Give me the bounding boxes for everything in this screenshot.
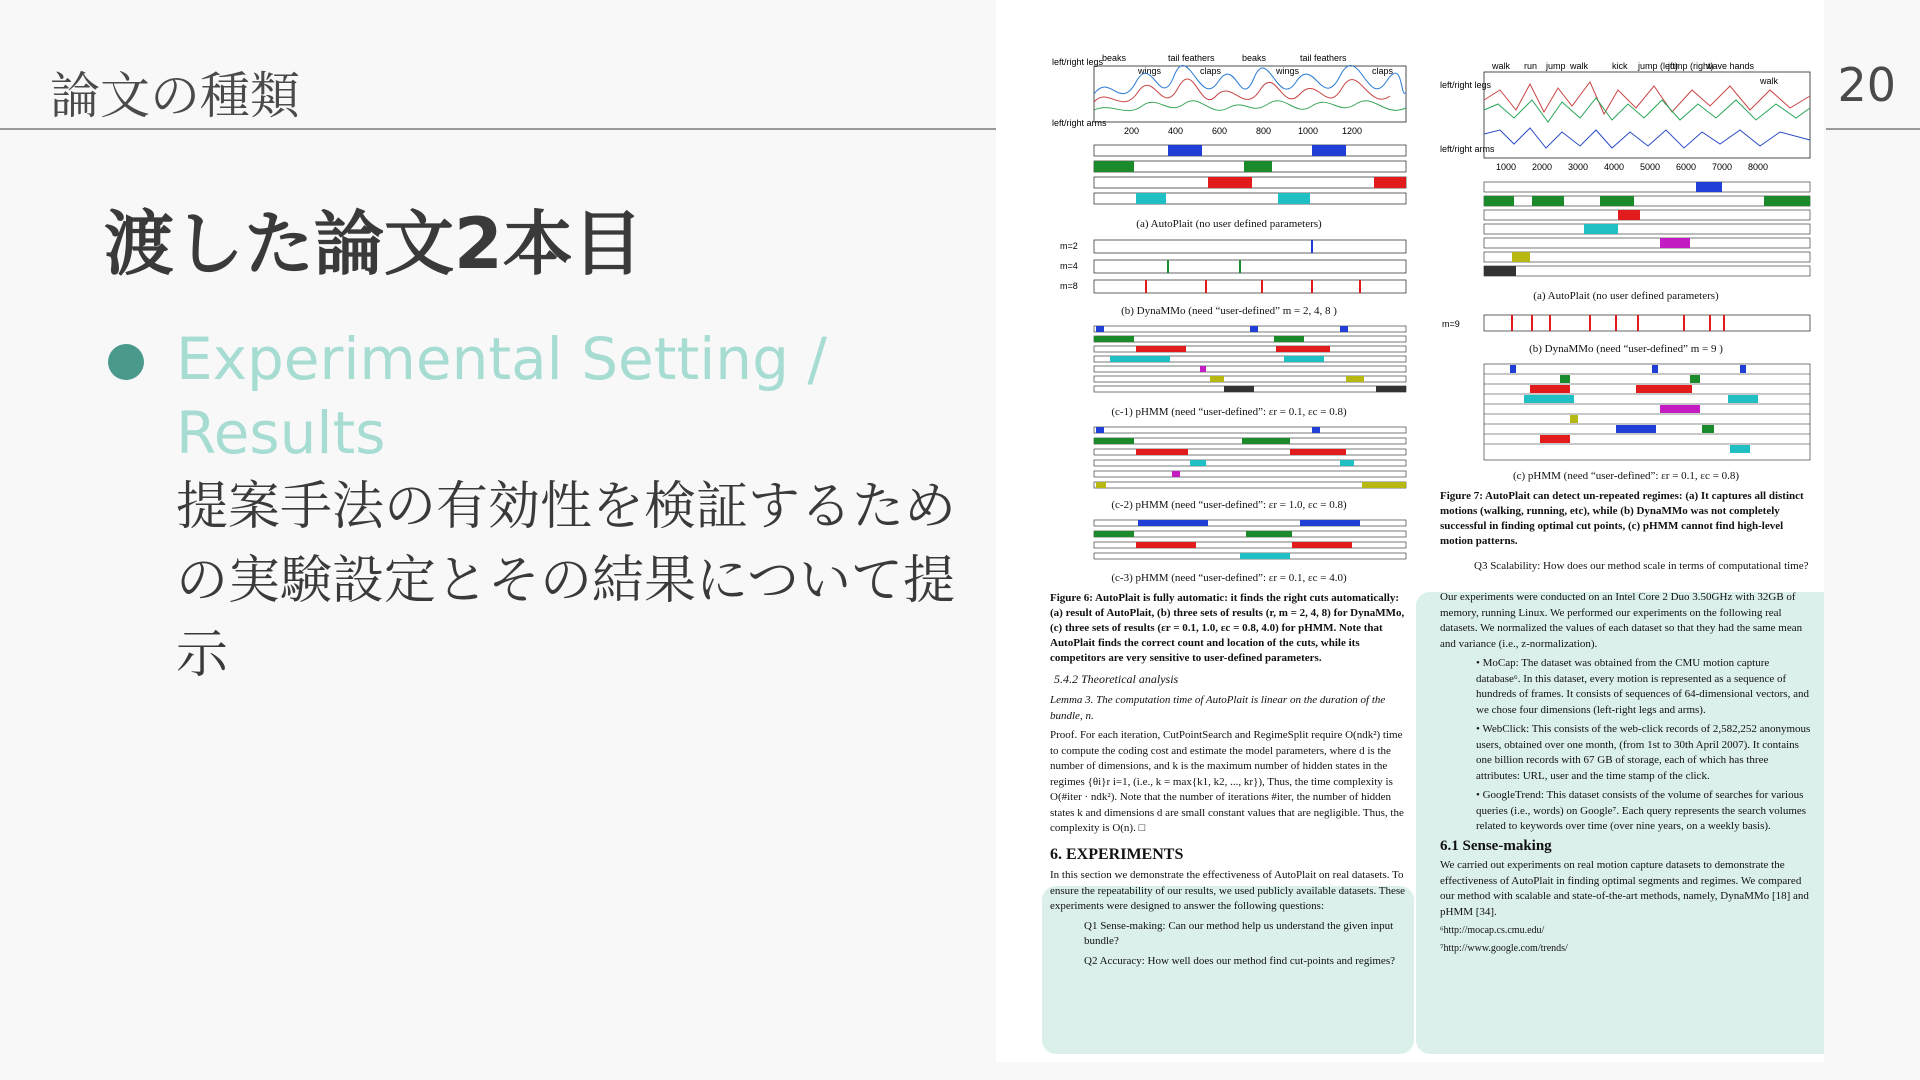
fig6-tick: 400 [1168,126,1184,136]
fig7-sub-c: (c) pHMM (need “user-defined”: εr = 0.1, εc = 0.8) [1512,470,1740,482]
fig6-sub-b: (b) DynaMMo (need “user-defined” m = 2, 4, 8 ) [1121,305,1337,317]
fig7-tick: 4000 [1604,162,1625,172]
question-q1: Q1 Sense-making: Can our method help us understand the given input bundle? [1084,919,1394,947]
figure-6-timeseries [1050,52,1408,136]
figure-7-phmm [1440,362,1812,462]
fig6-m-label: m=4 [1060,260,1078,271]
fig7-top-label: jump [1546,61,1566,71]
figure-7-timeseries [1440,60,1812,172]
fig6-tick: 1000 [1298,126,1319,136]
fig7-top-label: walk [1760,76,1779,86]
fig7-tick: 8000 [1748,162,1769,172]
fig7-tick: 2000 [1532,162,1553,172]
fig6-top-label: tail feathers [1300,53,1347,63]
bullet-title: Experimental Setting / Results [176,325,827,467]
fig7-top-label: walk [1492,61,1511,71]
section-6-1-sense-making: 6.1 Sense-making [1440,837,1552,854]
figure-7-caption: Figure 7: AutoPlait can detect un-repeated regimes: (a) It captures all distinct motions (walking, running, etc), while (b) DynaMMo was not completely successful in finding optimal cut points, (c) pHMM cannot find high-level motion patterns. [1440,489,1804,547]
figure-7-dynammo [1440,309,1812,335]
fig6-sub-c1: (c-1) pHMM (need “user-defined”: εr = 0.1, εc = 0.8) [1111,406,1347,418]
fig6-top-label: tail feathers [1168,53,1215,63]
paper-excerpt-image [996,0,1824,1062]
fig6-legs-label: left/right legs [1052,57,1104,67]
section-6-experiments: 6. EXPERIMENTS [1050,845,1184,863]
dataset-googletrend: • GoogleTrend: This dataset consists of the volume of searches for various queries (i.e., words) on Google⁷. Each query represents the search volumes related to keywords over time (over nine years, on a weekly basis). [1476,789,1807,832]
figure-6-regime-bars [1050,142,1408,210]
fig7-top-label: walk [1570,61,1589,71]
fig6-tick: 200 [1124,126,1140,136]
fig7-top-label: jump (left) [1638,61,1679,71]
fig6-m-label: m=2 [1060,240,1078,251]
fig6-top-label: wings [1276,66,1300,76]
fig7-tick: 7000 [1712,162,1733,172]
bullet-dot-icon [108,344,144,380]
fig6-arms-label: left/right arms [1052,118,1107,128]
header-divider-left [0,128,996,130]
slide-section-title: 論文の種類 [50,67,300,125]
fig6-top-label: beaks [1242,53,1267,63]
fig6-top-label: beaks [1102,53,1127,63]
fig7-top-label: kick [1612,61,1628,71]
paper-left-column [1050,52,1408,973]
footnote-6: ⁶http://mocap.cs.cmu.edu/ [1440,925,1545,936]
experiment-setup: Our experiments were conducted on an Intel Core 2 Duo 3.50GHz with 32GB of memory, running Linux. We performed our experiments on the following real datasets. We normalized the values of each dataset so that they had the same mean and variance (i.e., z-normalization). [1440,591,1803,650]
figure-6-phmm-c2 [1050,425,1408,491]
fig7-tick: 1000 [1496,162,1517,172]
fig7-legs-label: left/right legs [1440,80,1492,90]
figure-7-regime-bars [1440,178,1812,282]
fig7-top-label: jump (right) [1668,61,1714,71]
fig6-sub-a: (a) AutoPlait (no user defined parameters) [1136,218,1322,230]
fig6-tick: 1200 [1342,126,1363,136]
proof: Proof. For each iteration, CutPointSearch and RegimeSplit require O(ndk²) time to compute the coding cost and estimate the model parameters, where d is the number of dimensions, and k is the maximum number of hidden states in the regimes {θi}r i=1, (i.e., k = max{k1, k2, ..., kr}), Thus, the time complexity is O(#iter · ndk²). Note that the number of iterations #iter, the number of hidden states k and dimensions d are small constant values that are negligible. Thus, the complexity is O(n). □ [1050,729,1404,834]
footnote-7: ⁷http://www.google.com/trends/ [1440,943,1568,954]
fig6-sub-c2: (c-2) pHMM (need “user-defined”: εr = 1.0, εc = 0.8) [1111,499,1347,511]
slide-heading: 渡した論文2本目 [104,203,643,285]
sense-making-text: We carried out experiments on real motion capture datasets to demonstrate the effectiveness of AutoPlait in finding optimal segments and regimes. We compared our method with scalable and state-of-the-art methods, namely, DynaMMo [18] and pHMM [34]. [1440,859,1809,918]
question-q3: Q3 Scalability: How does our method scale in terms of computational time? [1474,559,1809,572]
fig6-tick: 600 [1212,126,1228,136]
fig6-sub-c3: (c-3) pHMM (need “user-defined”: εr = 0.1, εc = 4.0) [1111,572,1347,584]
figure-6-dynammo [1050,237,1408,297]
fig7-tick: 3000 [1568,162,1589,172]
dataset-webclick: • WebClick: This consists of the web-click records of 2,582,252 anonymous users, obtained over one month, (from 1st to 30th April 2007). It contains one billion records with 67 GB of storage, each of which has three attributes: URL, user and the time stamp of the click. [1476,723,1811,782]
page-number: 20 [1837,58,1896,112]
fig7-sub-b: (b) DynaMMo (need “user-defined” m = 9 ) [1529,343,1723,355]
question-q2: Q2 Accuracy: How well does our method find cut-points and regimes? [1084,954,1395,967]
lemma-3: Lemma 3. The computation time of AutoPlait is linear on the duration of the bundle, n. [1050,694,1386,722]
dataset-mocap: • MoCap: The dataset was obtained from the CMU motion capture database⁶. In this dataset, every motion is represented as a sequence of hundreds of frames. It consists of sequences of 64-dimensional vectors, and we chose four dimensions (left-right legs and arms). [1476,657,1809,716]
experiments-intro: In this section we demonstrate the effectiveness of AutoPlait on real datasets. To ensure the repeatability of our results, we used publicly available datasets. These experiments were designed to answer the following questions: [1050,869,1406,912]
fig6-top-label: claps [1200,66,1222,76]
fig7-tick: 6000 [1676,162,1697,172]
fig7-tick: 5000 [1640,162,1661,172]
fig6-tick: 800 [1256,126,1272,136]
section-5-4-2: 5.4.2 Theoretical analysis [1054,671,1179,686]
figure-6-caption: Figure 6: AutoPlait is fully automatic: it finds the right cuts automatically: (a) result of AutoPlait, (b) three sets of results (r, m = 2, 4, 8) for DynaMMo, (c) three sets of results (εr = 0.1, 1.0, εc = 0.8, 4.0) for pHMM. Note that AutoPlait finds the correct count and location of the cuts, while its competitors are very sensitive to user-defined parameters. [1050,591,1405,664]
fig7-top-label: run [1524,61,1538,71]
fig7-sub-a: (a) AutoPlait (no user defined parameters) [1533,290,1719,302]
bullet-body: 提案手法の有効性を検証するための実験設定とその結果について提示 [176,477,957,685]
figure-6-phmm-c1 [1050,324,1408,398]
figure-6-phmm-c3 [1050,518,1408,564]
fig6-top-label: claps [1372,66,1394,76]
fig7-m-label: m=9 [1442,318,1460,329]
fig7-arms-label: left/right arms [1440,144,1495,154]
fig6-top-label: wings [1138,66,1162,76]
fig6-m-label: m=8 [1060,280,1078,291]
header-divider-right [1826,128,1920,130]
fig7-top-label: wave hands [1706,61,1755,71]
paper-right-column [1440,60,1812,960]
